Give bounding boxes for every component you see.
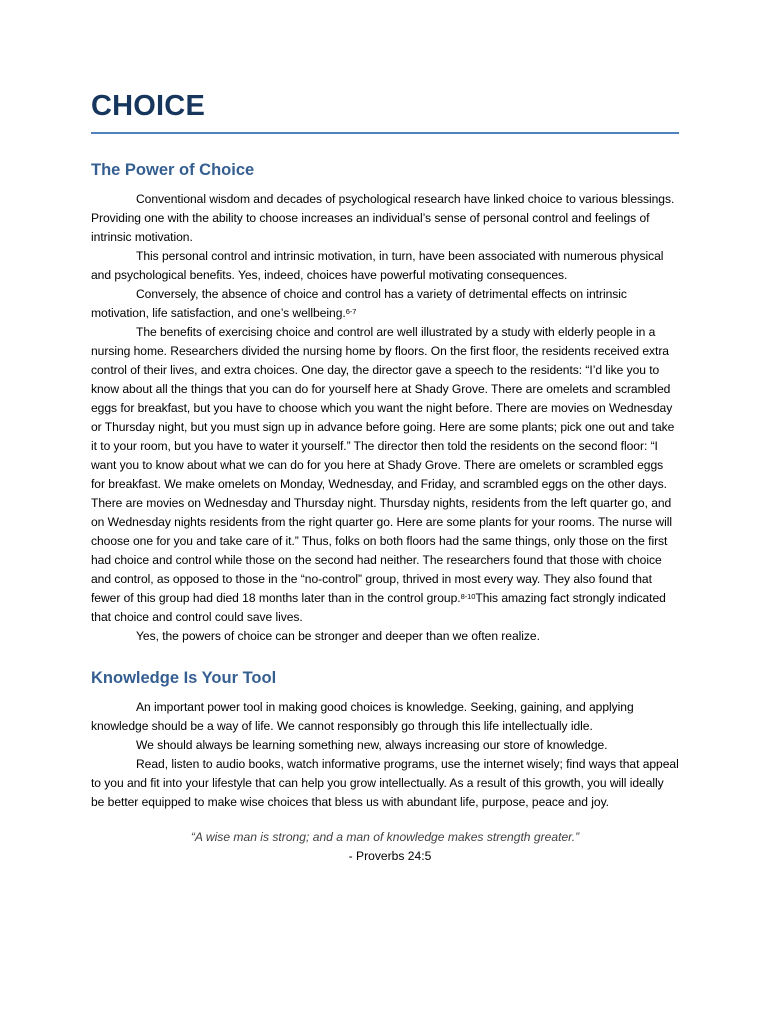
document-page — [91, 86, 679, 866]
paragraph: The benefits of exercising choice and control are well illustrated by a study with elderly people in a nursing home. Researchers divided the nursing home by floors. On the first floor, the residents received extra control of their lives, and extra choices. One day, the director gave a speech to the residents: “I’d like you to know about all the things that you can do for yourself here at Shady Grove. There are omelets and scrambled eggs for breakfast, but you have to choose which you want the night before. There are movies on Wednesday or Thursday night, but you must sign up in advance before going. Here are some plants; pick one out and take it to your room, but you have to water it yourself.” The director then told the residents on the second floor: “I want you to know about what we can do for you here at Shady Grove. There are omelets or scrambled eggs for breakfast. We make omelets on Monday, Wednesday, and Friday, and scrambled eggs on the other days. There are movies on Wednesday and Thursday night. Thursday nights, residents from the left quarter go, and on Wednesday nights residents from the right quarter go. Here are some plants for your rooms. The nurse will choose one for you and take care of it.” Thus, folks on both floors had the same things, only those on the first had choice and control while those on the second had neither. The researchers found that those with choice and control, as opposed to those in the “no-control” group, thrived in most every way. They also found that fewer of this group had died 18 months later than in the control group.$^{8-10}$This amazing fact strongly indicated that choice and control could save lives. — [91, 325, 675, 624]
paragraph: An important power tool in making good choices is knowledge. Seeking, gaining, and applying knowledge should be a way of life. We cannot responsibly go through this life intellectually idle. — [91, 700, 634, 733]
section-heading-power-of-choice: The Power of Choice — [91, 161, 255, 179]
paragraph: Conversely, the absence of choice and control has a variety of detrimental effects on intrinsic motivation, life satisfaction, and one’s wellbeing.$^{6-7}$ — [91, 287, 627, 320]
quote-text: “A wise man is strong; and a man of knowledge makes strength greater.” — [190, 830, 580, 844]
title-underline-rule — [91, 132, 679, 134]
paragraph: Yes, the powers of choice can be stronger and deeper than we often realize. — [136, 629, 540, 643]
paragraph: This personal control and intrinsic motivation, in turn, have been associated with numerous physical and psychological benefits. Yes, indeed, choices have powerful motivating consequences. — [91, 249, 664, 282]
paragraph: Read, listen to audio books, watch informative programs, use the internet wisely; find ways that appeal to you and fit into your lifestyle that can help you grow intellectually. As a result of this growth, you will ideally be better equipped to make wise choices that bless us with abundant life, purpose, peace and joy. — [91, 757, 679, 809]
section-spacer — [91, 646, 679, 666]
document-title: CHOICE — [91, 90, 205, 122]
scripture-quote — [91, 828, 679, 866]
paragraph: Conventional wisdom and decades of psychological research have linked choice to various blessings. Providing one with the ability to choose increases an individual’s sense of personal control and feelings of intrinsic motivation. — [91, 192, 675, 244]
quote-source: - Proverbs 24:5 — [348, 849, 432, 863]
citation-superscript: 8-10 — [460, 592, 476, 601]
section-heading-knowledge-tool: Knowledge Is Your Tool — [91, 669, 277, 687]
citation-superscript: 6-7 — [345, 307, 357, 316]
paragraph: We should always be learning something new, always increasing our store of knowledge. — [136, 738, 608, 752]
